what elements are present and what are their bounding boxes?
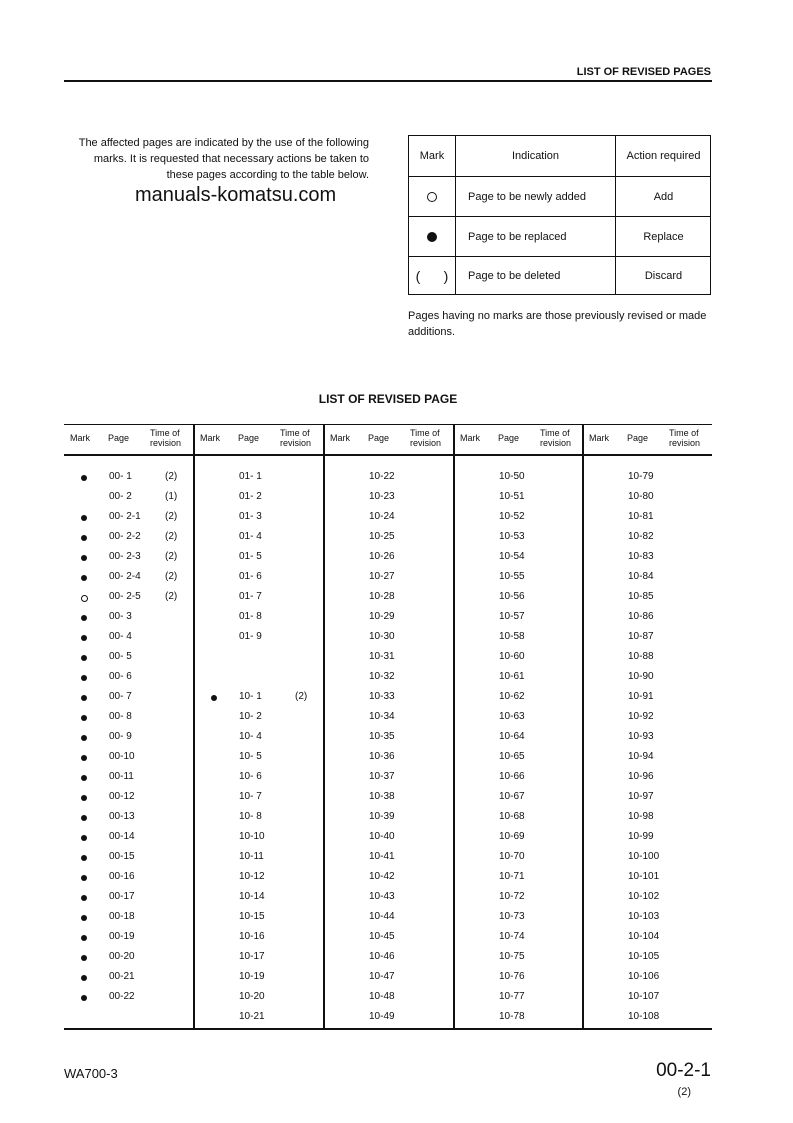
- page-cell: 10-85: [628, 591, 654, 602]
- page-cell: 10-103: [628, 911, 660, 922]
- header-time-of: Time of: [410, 428, 440, 438]
- page-number: 00-2-1: [656, 1060, 711, 1081]
- page-cell: 10-60: [499, 651, 525, 662]
- page-cell: 10-37: [369, 771, 395, 782]
- filled-circle-icon: [81, 615, 87, 621]
- table-bottom-rule: [64, 1028, 712, 1030]
- page-cell: 10-63: [499, 711, 525, 722]
- header-time-of: Time of: [150, 428, 180, 438]
- page-cell: 10-88: [628, 651, 654, 662]
- header-time-of: Time of: [669, 428, 699, 438]
- filled-circle-icon: [81, 995, 87, 1001]
- page-cell: 10-48: [369, 991, 395, 1002]
- page-cell: 10-92: [628, 711, 654, 722]
- page-cell: 10- 6: [239, 771, 262, 782]
- page-cell: 10-31: [369, 651, 395, 662]
- page-cell: 10-16: [239, 931, 265, 942]
- page-cell: 10-104: [628, 931, 660, 942]
- page-cell: 10-43: [369, 891, 395, 902]
- header-page: Page: [498, 433, 520, 443]
- page-cell: 10-28: [369, 591, 395, 602]
- page-cell: 10-35: [369, 731, 395, 742]
- page-cell: 01- 2: [239, 491, 262, 502]
- page-cell: 10-33: [369, 691, 395, 702]
- page-cell: 10-76: [499, 971, 525, 982]
- legend-table: [408, 135, 711, 295]
- header-revision: revision: [540, 438, 572, 448]
- page-cell: 00- 2-2: [109, 531, 141, 542]
- page-cell: 00- 2-4: [109, 571, 141, 582]
- filled-circle-icon: [81, 895, 87, 901]
- page-cell: 10-87: [628, 631, 654, 642]
- header-rule: [64, 80, 712, 82]
- page-cell: 10-93: [628, 731, 654, 742]
- legend-header-indication: Indication: [456, 136, 616, 176]
- page-cell: 00- 5: [109, 651, 132, 662]
- page-cell: 10-55: [499, 571, 525, 582]
- page-cell: 10-65: [499, 751, 525, 762]
- legend-indication: Page to be newly added: [456, 177, 616, 217]
- page-cell: 10-52: [499, 511, 525, 522]
- header-mark: Mark: [70, 433, 90, 443]
- page-cell: 10-20: [239, 991, 265, 1002]
- page-cell: 10-12: [239, 871, 265, 882]
- legend-header-mark: Mark: [409, 136, 456, 176]
- column-divider: [582, 424, 584, 1029]
- page-cell: 10-80: [628, 491, 654, 502]
- page-cell: 10-81: [628, 511, 654, 522]
- header-page: Page: [108, 433, 130, 443]
- page-cell: 10-64: [499, 731, 525, 742]
- page-cell: 10-17: [239, 951, 265, 962]
- page-cell: 01- 8: [239, 611, 262, 622]
- filled-circle-icon: [81, 935, 87, 941]
- page-cell: 10-79: [628, 471, 654, 482]
- filled-circle-icon: [81, 755, 87, 761]
- filled-circle-icon: [81, 555, 87, 561]
- legend-row-discard: [409, 256, 710, 295]
- page-cell: 10-44: [369, 911, 395, 922]
- page-cell: 10-15: [239, 911, 265, 922]
- filled-circle-icon: [81, 535, 87, 541]
- page-cell: 10-32: [369, 671, 395, 682]
- page-cell: 00-13: [109, 811, 135, 822]
- legend-row-add: [409, 176, 710, 217]
- page-cell: 10-47: [369, 971, 395, 982]
- page-cell: 10-86: [628, 611, 654, 622]
- revision-cell: (2): [165, 571, 178, 582]
- page-cell: 10-30: [369, 631, 395, 642]
- filled-circle-icon: [81, 855, 87, 861]
- page-cell: 10-19: [239, 971, 265, 982]
- filled-circle-icon: [81, 775, 87, 781]
- header-revision: revision: [669, 438, 701, 448]
- page-cell: 10-77: [499, 991, 525, 1002]
- page-cell: 10-72: [499, 891, 525, 902]
- page-cell: 10- 7: [239, 791, 262, 802]
- page-cell: 10- 8: [239, 811, 262, 822]
- open-circle-icon: [81, 595, 88, 602]
- filled-circle-icon: [427, 232, 437, 242]
- table-top-rule: [64, 424, 712, 425]
- page-cell: 10-38: [369, 791, 395, 802]
- page-cell: 10-91: [628, 691, 654, 702]
- header-revision: revision: [410, 438, 442, 448]
- page-cell: 10-21: [239, 1011, 265, 1022]
- page-cell: 00- 2-3: [109, 551, 141, 562]
- page-cell: 10- 2: [239, 711, 262, 722]
- page-cell: 10- 1: [239, 691, 262, 702]
- page-cell: 10-41: [369, 851, 395, 862]
- page-cell: 10-97: [628, 791, 654, 802]
- page-cell: 10-98: [628, 811, 654, 822]
- filled-circle-icon: [211, 695, 217, 701]
- parentheses-icon: ( ): [409, 257, 456, 295]
- note-text: Pages having no marks are those previously revised or made additions.: [408, 310, 707, 338]
- column-divider: [453, 424, 455, 1029]
- page-header-title: LIST OF REVISED PAGES: [576, 66, 711, 78]
- page-cell: 00-17: [109, 891, 135, 902]
- page-cell: 00-20: [109, 951, 135, 962]
- page-cell: 10-54: [499, 551, 525, 562]
- page-cell: 10-46: [369, 951, 395, 962]
- page-cell: 10-74: [499, 931, 525, 942]
- page-cell: 10-84: [628, 571, 654, 582]
- page-cell: 10-62: [499, 691, 525, 702]
- revision-cell: (2): [165, 511, 178, 522]
- header-revision: revision: [150, 438, 182, 448]
- page-cell: 10-78: [499, 1011, 525, 1022]
- header-page: Page: [627, 433, 649, 443]
- column-divider: [193, 424, 195, 1029]
- page-cell: 00-19: [109, 931, 135, 942]
- page-cell: 10-27: [369, 571, 395, 582]
- page-cell: 00-14: [109, 831, 135, 842]
- page-cell: 00-21: [109, 971, 135, 982]
- revision-cell: (2): [165, 591, 178, 602]
- page-cell: 10-61: [499, 671, 525, 682]
- page-cell: 00- 6: [109, 671, 132, 682]
- header-mark: Mark: [460, 433, 480, 443]
- filled-circle-icon: [81, 815, 87, 821]
- page-cell: 00- 2: [109, 491, 132, 502]
- page-cell: 00-18: [109, 911, 135, 922]
- filled-circle-icon: [81, 475, 87, 481]
- legend-indication: Page to be deleted: [456, 257, 616, 295]
- filled-circle-icon: [81, 635, 87, 641]
- filled-circle-icon: [81, 515, 87, 521]
- page-cell: 01- 7: [239, 591, 262, 602]
- page-cell: 10-83: [628, 551, 654, 562]
- page-cell: 00- 3: [109, 611, 132, 622]
- filled-circle-icon: [81, 655, 87, 661]
- header-mark: Mark: [589, 433, 609, 443]
- header-time-of: Time of: [540, 428, 570, 438]
- legend-indication: Page to be replaced: [456, 217, 616, 257]
- page-cell: 10-14: [239, 891, 265, 902]
- page-cell: 10-29: [369, 611, 395, 622]
- filled-circle-icon: [81, 575, 87, 581]
- page-cell: 10-94: [628, 751, 654, 762]
- watermark-text: manuals-komatsu.com: [135, 184, 337, 206]
- page-cell: 01- 9: [239, 631, 262, 642]
- revision-cell: (1): [165, 491, 178, 502]
- legend-action: Discard: [644, 270, 683, 282]
- page-cell: 10-25: [369, 531, 395, 542]
- page-cell: 10-106: [628, 971, 660, 982]
- page-cell: 10-75: [499, 951, 525, 962]
- page-cell: 10-50: [499, 471, 525, 482]
- page-cell: 00- 7: [109, 691, 132, 702]
- page-revision: (2): [677, 1086, 691, 1098]
- page-cell: 10-58: [499, 631, 525, 642]
- legend-action: Replace: [643, 231, 684, 243]
- page-cell: 10-71: [499, 871, 525, 882]
- page-cell: 10-102: [628, 891, 660, 902]
- legend-header-row: [409, 136, 710, 176]
- page-cell: 10-68: [499, 811, 525, 822]
- filled-circle-icon: [81, 915, 87, 921]
- page-cell: 10-45: [369, 931, 395, 942]
- page-cell: 10-34: [369, 711, 395, 722]
- page-cell: 10-99: [628, 831, 654, 842]
- page-cell: 00- 1: [109, 471, 132, 482]
- filled-circle-icon: [81, 975, 87, 981]
- page-cell: 10-101: [628, 871, 660, 882]
- header-mark: Mark: [200, 433, 220, 443]
- page-cell: 01- 3: [239, 511, 262, 522]
- page-cell: 10-49: [369, 1011, 395, 1022]
- page-cell: 00-10: [109, 751, 135, 762]
- header-revision: revision: [280, 438, 312, 448]
- page-cell: 10-56: [499, 591, 525, 602]
- page-cell: 10-36: [369, 751, 395, 762]
- filled-circle-icon: [81, 675, 87, 681]
- page-cell: 10-69: [499, 831, 525, 842]
- page-cell: 10-51: [499, 491, 525, 502]
- table-header-rule: [64, 454, 712, 456]
- page-cell: 10-11: [239, 851, 264, 862]
- page-cell: 00- 8: [109, 711, 132, 722]
- model-name: WA700-3: [64, 1066, 118, 1081]
- filled-circle-icon: [81, 695, 87, 701]
- legend-header-action: Action required: [626, 150, 701, 162]
- page-cell: 01- 6: [239, 571, 262, 582]
- page-cell: 00- 2-1: [109, 511, 141, 522]
- page-cell: 10- 4: [239, 731, 262, 742]
- intro-text: The affected pages are indicated by the use of the following marks. It is requested that necessary actions be taken to these pages according to the table below.: [78, 137, 369, 181]
- header-mark: Mark: [330, 433, 350, 443]
- page-cell: 10-70: [499, 851, 525, 862]
- filled-circle-icon: [81, 715, 87, 721]
- page-cell: 10-100: [628, 851, 660, 862]
- filled-circle-icon: [81, 795, 87, 801]
- page-cell: 00-16: [109, 871, 135, 882]
- page-cell: 10-67: [499, 791, 525, 802]
- column-divider: [323, 424, 325, 1029]
- page-cell: 00- 9: [109, 731, 132, 742]
- page-cell: 10-53: [499, 531, 525, 542]
- revision-cell: (2): [165, 471, 178, 482]
- header-page: Page: [238, 433, 260, 443]
- legend-action: Add: [653, 191, 674, 203]
- filled-circle-icon: [81, 875, 87, 881]
- page-cell: 10-40: [369, 831, 395, 842]
- revision-cell: (2): [165, 551, 178, 562]
- page-cell: 10-96: [628, 771, 654, 782]
- page-cell: 10- 5: [239, 751, 262, 762]
- page-cell: 10-10: [239, 831, 265, 842]
- header-time-of: Time of: [280, 428, 310, 438]
- page-cell: 10-73: [499, 911, 525, 922]
- page-cell: 10-108: [628, 1011, 660, 1022]
- page-cell: 01- 1: [239, 471, 262, 482]
- page-cell: 10-22: [369, 471, 395, 482]
- page-cell: 00- 2-5: [109, 591, 141, 602]
- page-cell: 10-90: [628, 671, 654, 682]
- page-cell: 10-26: [369, 551, 395, 562]
- page-cell: 00-22: [109, 991, 135, 1002]
- page-cell: 10-42: [369, 871, 395, 882]
- header-page: Page: [368, 433, 390, 443]
- page-cell: 10-24: [369, 511, 395, 522]
- filled-circle-icon: [81, 835, 87, 841]
- page-cell: 10-23: [369, 491, 395, 502]
- table-title: LIST OF REVISED PAGE: [318, 392, 458, 406]
- legend-row-replace: [409, 216, 710, 257]
- revision-cell: (2): [295, 691, 308, 702]
- page-cell: 10-82: [628, 531, 654, 542]
- open-circle-icon: [427, 192, 437, 202]
- page-cell: 00-15: [109, 851, 135, 862]
- page-cell: 00- 4: [109, 631, 132, 642]
- page-cell: 01- 4: [239, 531, 262, 542]
- page-cell: 10-39: [369, 811, 395, 822]
- revision-cell: (2): [165, 531, 178, 542]
- filled-circle-icon: [81, 735, 87, 741]
- page-cell: 00-11: [109, 771, 134, 782]
- filled-circle-icon: [81, 955, 87, 961]
- page-cell: 01- 5: [239, 551, 262, 562]
- page-cell: 10-66: [499, 771, 525, 782]
- page-cell: 10-105: [628, 951, 660, 962]
- page-cell: 00-12: [109, 791, 135, 802]
- page-cell: 10-107: [628, 991, 660, 1002]
- page-cell: 10-57: [499, 611, 525, 622]
